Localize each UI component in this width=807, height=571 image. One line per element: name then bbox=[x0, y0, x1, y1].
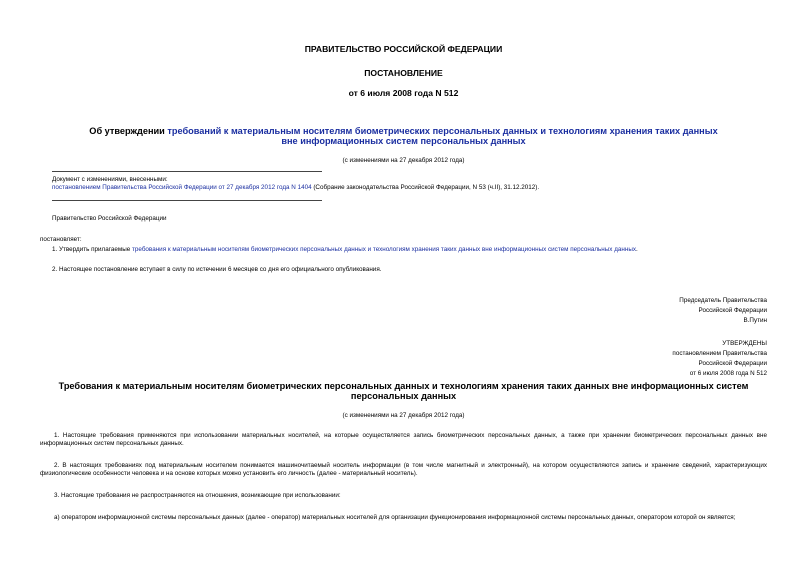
item1-link[interactable]: требования к материальным носителям биометрических персональных данных и технологиям хранения таких данных вне информационных систем персональных данных bbox=[132, 246, 637, 253]
requirements-title: Требования к материальным носителям биометрических персональных данных и технологиям хранения таких данных вне информационных систем персональных данных bbox=[58, 381, 749, 402]
title-amendment-note: (с изменениями на 27 декабря 2012 года) bbox=[342, 157, 465, 164]
signature-country: Российской Федерации bbox=[698, 307, 767, 314]
requirements-paragraph-2: 2. В настоящих требованиях под материальным носителем понимается машиночитаемый носитель информации (в том числе магнитный и электронный), на котором осуществляются запись и хранение сведений, характеризующих физиологические особенности человека и на основе которых можно установить его личность (далее - материальный носитель). bbox=[40, 462, 767, 478]
item1-suffix: . bbox=[636, 246, 638, 253]
body-item-1 bbox=[52, 246, 638, 254]
document-title bbox=[80, 126, 727, 147]
signature-name: В.Путин bbox=[743, 317, 767, 324]
item1-prefix: 1. Утвердить прилагаемые bbox=[52, 246, 132, 253]
approved-heading: УТВЕРЖДЕНЫ bbox=[722, 340, 767, 347]
changes-reference bbox=[52, 184, 539, 192]
document-date: от 6 июля 2008 года N 512 bbox=[348, 88, 459, 98]
approved-date: от 6 июля 2008 года N 512 bbox=[689, 370, 767, 377]
changes-label: Документ с изменениями, внесенными: bbox=[52, 176, 168, 183]
changes-source: (Собрание законодательства Российской Федерации, N 53 (ч.II), 31.12.2012). bbox=[311, 184, 540, 191]
document-type: ПОСТАНОВЛЕНИЕ bbox=[364, 68, 443, 78]
changes-link[interactable]: постановлением Правительства Российской Федерации от 27 декабря 2012 года N 1404 bbox=[52, 184, 312, 191]
changes-top-rule bbox=[52, 171, 322, 172]
requirements-paragraph-1: 1. Настоящие требования применяются при использовании материальных носителей, на которые осуществляется запись биометрических персональных данных, а также при хранении биометрических персональных данных вне информационных систем персональных данных. bbox=[40, 432, 767, 448]
body-item-2: 2. Настоящее постановление вступает в силу по истечении 6 месяцев со дня его официального опубликования. bbox=[52, 266, 382, 273]
approved-by: постановлением Правительства bbox=[672, 350, 767, 357]
signature-title: Председатель Правительства bbox=[679, 297, 767, 304]
requirements-paragraph-4: а) оператором информационной системы персональных данных (далее - оператор) материальных носителей для организации функционирования информационной системы персональных данных, оператором которой он является; bbox=[54, 514, 736, 521]
approved-country: Российской Федерации bbox=[698, 360, 767, 367]
requirements-paragraph-3: 3. Настоящие требования не распространяются на отношения, возникающие при использовании: bbox=[54, 492, 341, 499]
title-prefix: Об утверждении bbox=[89, 126, 168, 136]
title-link[interactable]: требований к материальным носителям биометрических персональных данных и технологиям хранения таких данных вне информационных систем персональных данных bbox=[167, 126, 718, 147]
body-resolves: постановляет: bbox=[40, 236, 82, 243]
body-org: Правительство Российской Федерации bbox=[52, 215, 167, 222]
requirements-amendment-note: (с изменениями на 27 декабря 2012 года) bbox=[342, 412, 465, 419]
changes-bottom-rule bbox=[52, 200, 322, 201]
government-header: ПРАВИТЕЛЬСТВО РОССИЙСКОЙ ФЕДЕРАЦИИ bbox=[304, 44, 503, 54]
